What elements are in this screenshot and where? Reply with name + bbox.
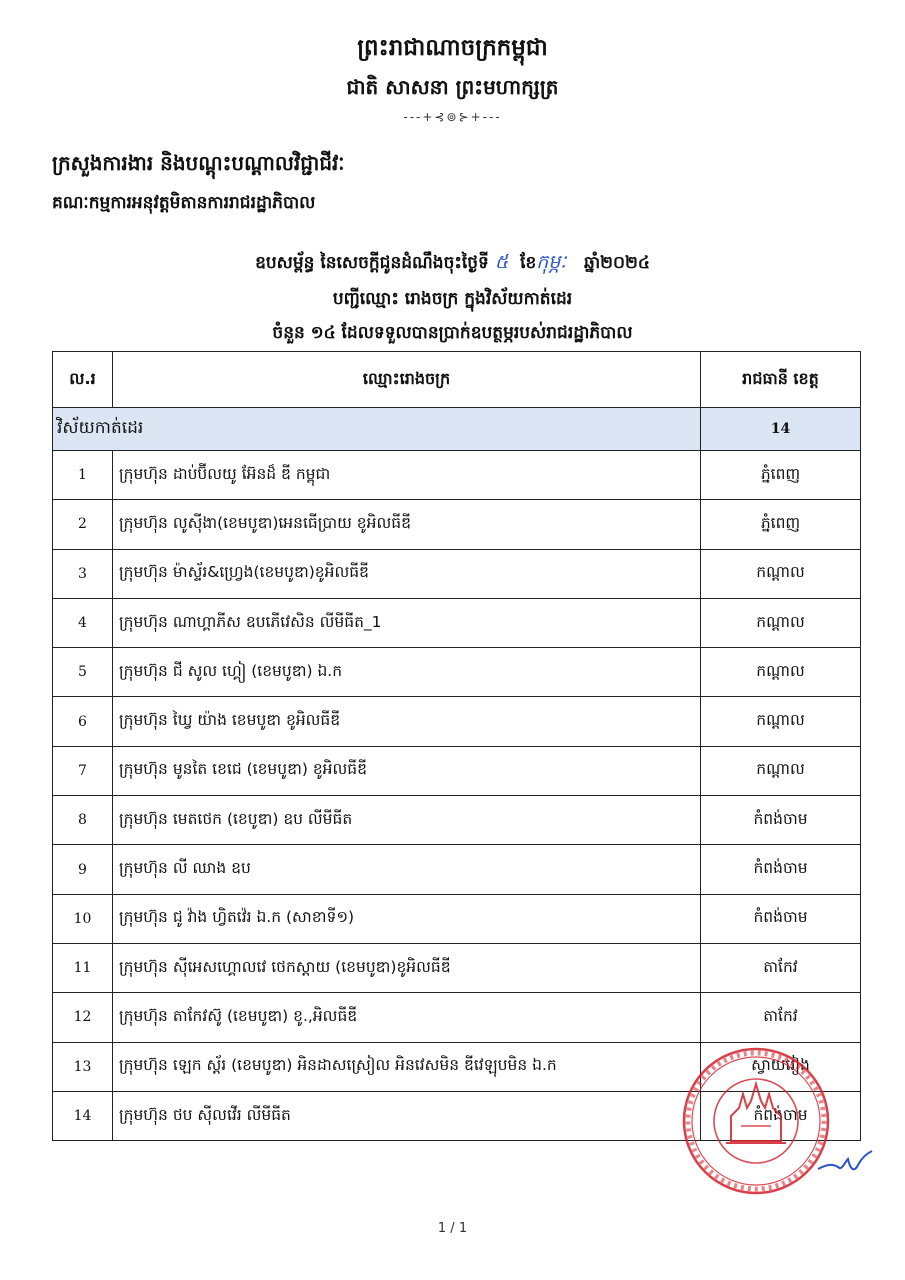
table-row: [53, 894, 861, 943]
row-number: 13: [53, 1042, 113, 1091]
row-number: 4: [53, 598, 113, 647]
factory-name: ក្រុមហ៊ុន ណាហ្គាភីស ឧបភើវេសិន លីមីធីត_1: [113, 598, 701, 647]
row-number: 2: [53, 500, 113, 549]
province-name: កណ្តាល: [701, 598, 861, 647]
factory-table: [52, 351, 861, 1141]
province-name: ភ្នំពេញ: [701, 500, 861, 549]
factory-name: ក្រុមហ៊ុន មេតថេក (ខេបូឌា) ឧប លីមីធីត: [113, 796, 701, 845]
factory-name: ក្រុមហ៊ុន លី ឈាង ឧប: [113, 845, 701, 894]
factory-name: ក្រុមហ៊ុន លូស៊ីងា(ខេមបូឌា)អេនធើប្រាយ ខូអិលធីឌី: [113, 500, 701, 549]
row-number: 1: [53, 451, 113, 500]
row-number: 9: [53, 845, 113, 894]
annex-title-prefix: ឧបសម្ព័ន្ធ នៃសេចក្តីជូនដំណឹងចុះថ្ងៃទី: [255, 253, 489, 273]
signature-mark: [816, 1147, 874, 1181]
factory-name: ក្រុមហ៊ុន ឃ្វៃ យ៉ាង ខេមបូឌា ខូអិលធីឌី: [113, 697, 701, 746]
table-row: [53, 697, 861, 746]
annex-title-line3: ចំនួន ១៤ ដែលទទួលបានប្រាក់ឧបត្ថម្ភរបស់រាជរដ្ឋាភិបាល: [272, 323, 633, 343]
sector-name: វិស័យកាត់ដេរ: [53, 408, 701, 451]
province-name: កណ្តាល: [701, 648, 861, 697]
province-name: តាកែវ: [701, 943, 861, 992]
sector-count: 14: [701, 408, 861, 451]
row-number: 12: [53, 993, 113, 1042]
year-label: ឆ្នាំ២០២៤: [583, 253, 650, 273]
row-number: 3: [53, 549, 113, 598]
ornament-divider: ---+⊰⊚⊱+---: [403, 110, 502, 124]
ministry-name: ក្រសួងការងារ និងបណ្តុះបណ្តាលវិជ្ជាជីវៈ: [52, 151, 345, 175]
factory-name: ក្រុមហ៊ុន តាកែវស៊ូ (ខេមបូឌា) ខូ.,អិលធីឌី: [113, 993, 701, 1042]
table-row: [53, 598, 861, 647]
table-row: [53, 549, 861, 598]
factory-name: ក្រុមហ៊ុន មូនតៃ ខេជេ (ខេមបូឌា) ខូអិលធីឌី: [113, 746, 701, 795]
annex-title-line1: [0, 250, 905, 278]
sector-group-row: [53, 408, 861, 451]
row-number: 14: [53, 1091, 113, 1140]
province-name: កំពង់ចាម: [701, 894, 861, 943]
table-header-row: [53, 352, 861, 408]
province-name: កំពង់ចាម: [701, 796, 861, 845]
province-name: កណ្តាល: [701, 746, 861, 795]
province-name: តាកែវ: [701, 993, 861, 1042]
header-factory-name: ឈ្មោះរោងចក្រ: [113, 352, 701, 408]
factory-name: ក្រុមហ៊ុន ជី សូល ហ្គៀ (ខេមបូឌា) ឯ.ក: [113, 648, 701, 697]
row-number: 7: [53, 746, 113, 795]
province-name: កណ្តាល: [701, 697, 861, 746]
table-row: [53, 451, 861, 500]
factory-name: ក្រុមហ៊ុន ម៉ាស្ទ័រ&ហ្វ្រេង(ខេមបូឌា)ខូអិលធីឌី: [113, 549, 701, 598]
kingdom-heading: ព្រះរាជាណាចក្រកម្ពុជា: [357, 35, 548, 61]
committee-name: គណៈកម្មការអនុវត្តមិតានការរាជរដ្ឋាភិបាល: [52, 193, 316, 213]
factory-name: ក្រុមហ៊ុន ឡេក ស្ត័រ (ខេមបូឌា) អិនដាសស្រៀល អិនវេសមិន ឌីវេឡុបមិន ឯ.ក: [113, 1042, 701, 1091]
province-name: ភ្នំពេញ: [701, 451, 861, 500]
row-number: 8: [53, 796, 113, 845]
page-number: 1 / 1: [437, 1221, 468, 1236]
table-row: [53, 845, 861, 894]
table-row: [53, 943, 861, 992]
national-motto: ជាតិ សាសនា ព្រះមហាក្សត្រ: [346, 75, 559, 99]
official-seal-stamp: [681, 1046, 831, 1196]
header-province: រាជធានី ខេត្ត: [701, 352, 861, 408]
handwritten-month: កុម្ភៈ: [536, 251, 567, 273]
table-row: [53, 746, 861, 795]
annex-title-line2: បញ្ជីឈ្មោះ រោងចក្រ ក្នុងវិស័យកាត់ដេរ: [332, 289, 573, 309]
province-name: ស្វាយរៀង: [701, 1042, 861, 1091]
province-name: កំពង់ចាម: [701, 1091, 861, 1140]
table-row: [53, 500, 861, 549]
row-number: 11: [53, 943, 113, 992]
table-row: [53, 648, 861, 697]
row-number: 5: [53, 648, 113, 697]
factory-name: ក្រុមហ៊ុន ដាប់ប៊ីលយូ អ៊ែនដ៏ ឌី កម្ពុជា: [113, 451, 701, 500]
factory-name: ក្រុមហ៊ុន ស៊ីអេសហ្គោលវេ ថេកស្តាយ (ខេមបូឌា)ខូអិលធីឌី: [113, 943, 701, 992]
row-number: 10: [53, 894, 113, 943]
table-row: [53, 993, 861, 1042]
province-name: កំពង់ចាម: [701, 845, 861, 894]
table-row: [53, 796, 861, 845]
month-label: ខែ: [520, 253, 537, 273]
factory-name: ក្រុមហ៊ុន ជូ វ៉ាង ហ្វិតវ៉េរ ឯ.ក (សាខាទី១): [113, 894, 701, 943]
row-number: 6: [53, 697, 113, 746]
factory-name: ក្រុមហ៊ុន ថប ស៊ីលវើរ លីមីធីត: [113, 1091, 701, 1140]
province-name: កណ្តាល: [701, 549, 861, 598]
handwritten-day: ៥: [494, 251, 509, 273]
header-no: ល.រ: [53, 352, 113, 408]
